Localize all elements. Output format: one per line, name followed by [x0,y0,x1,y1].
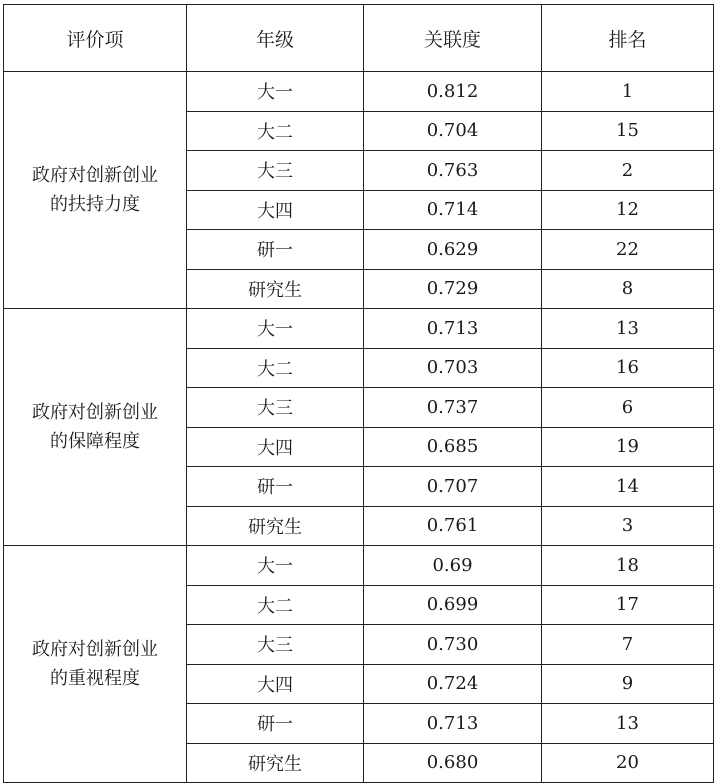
header-grade: 年级 [187,5,364,72]
relevance-cell: 0.761 [364,506,542,546]
relevance-cell: 0.713 [364,704,542,744]
relevance-table [3,4,714,783]
rank-cell: 19 [542,427,714,467]
grade-cell: 大二 [187,348,364,388]
grade-cell: 大三 [187,388,364,428]
item-cell-guarantee [4,309,187,546]
rank-cell: 17 [542,585,714,625]
rank-cell: 18 [542,546,714,586]
relevance-cell: 0.703 [364,348,542,388]
header-rank: 排名 [542,5,714,72]
grade-cell: 大四 [187,427,364,467]
grade-cell: 大一 [187,309,364,349]
item-cell-support [4,72,187,309]
rank-cell: 1 [542,72,714,112]
rank-cell: 16 [542,348,714,388]
item-label-line: 政府对创新创业 [32,165,158,186]
grade-cell: 大一 [187,72,364,112]
grade-cell: 大三 [187,151,364,191]
relevance-cell: 0.707 [364,467,542,507]
rank-cell: 8 [542,269,714,309]
grade-cell: 研一 [187,704,364,744]
relevance-cell: 0.699 [364,585,542,625]
relevance-cell: 0.629 [364,230,542,270]
rank-cell: 20 [542,743,714,783]
item-cell-attention [4,546,187,783]
header-item: 评价项 [4,5,187,72]
relevance-cell: 0.763 [364,151,542,191]
table-row [4,309,714,349]
item-label-line: 的重视程度 [50,668,140,689]
rank-cell: 2 [542,151,714,191]
rank-cell: 14 [542,467,714,507]
header-row [4,5,714,72]
relevance-cell: 0.69 [364,546,542,586]
table-row [4,72,714,112]
item-label-line: 政府对创新创业 [32,402,158,423]
item-label-line: 的扶持力度 [50,194,140,215]
grade-cell: 大三 [187,625,364,665]
header-relevance: 关联度 [364,5,542,72]
grade-cell: 大二 [187,585,364,625]
grade-cell: 大四 [187,664,364,704]
item-label-line: 政府对创新创业 [32,639,158,660]
relevance-cell: 0.714 [364,190,542,230]
grade-cell: 研究生 [187,743,364,783]
grade-cell: 大一 [187,546,364,586]
rank-cell: 7 [542,625,714,665]
grade-cell: 研一 [187,467,364,507]
rank-cell: 9 [542,664,714,704]
relevance-cell: 0.812 [364,72,542,112]
rank-cell: 15 [542,111,714,151]
item-label-line: 的保障程度 [50,431,140,452]
rank-cell: 12 [542,190,714,230]
grade-cell: 研一 [187,230,364,270]
relevance-cell: 0.737 [364,388,542,428]
table-body [4,72,714,783]
grade-cell: 研究生 [187,506,364,546]
table-header [4,5,714,72]
grade-cell: 大四 [187,190,364,230]
relevance-cell: 0.704 [364,111,542,151]
relevance-cell: 0.730 [364,625,542,665]
grade-cell: 大二 [187,111,364,151]
rank-cell: 6 [542,388,714,428]
relevance-cell: 0.680 [364,743,542,783]
relevance-cell: 0.713 [364,309,542,349]
table-row [4,546,714,586]
relevance-cell: 0.724 [364,664,542,704]
rank-cell: 13 [542,309,714,349]
rank-cell: 13 [542,704,714,744]
rank-cell: 3 [542,506,714,546]
relevance-cell: 0.685 [364,427,542,467]
grade-cell: 研究生 [187,269,364,309]
relevance-cell: 0.729 [364,269,542,309]
rank-cell: 22 [542,230,714,270]
